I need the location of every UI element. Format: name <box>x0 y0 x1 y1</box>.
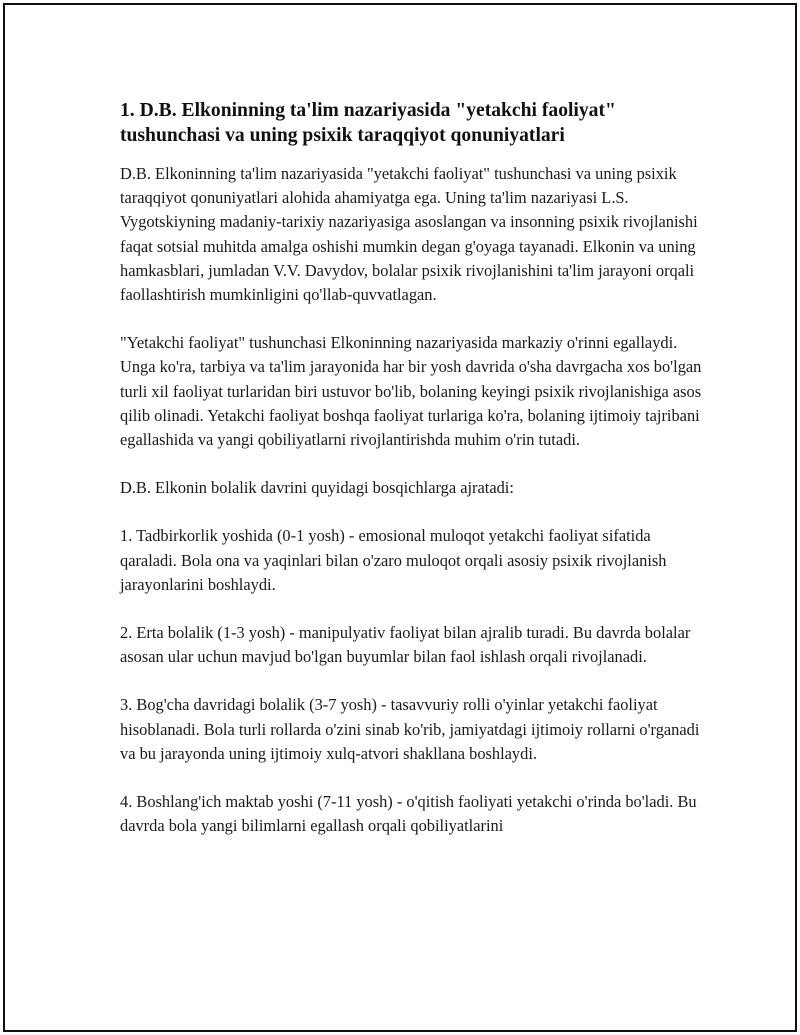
section-heading: 1. D.B. Elkoninning ta'lim nazariyasida "yetakchi faoliyat" tushunchasi va uning psixik taraqqiyot qonuniyatlari <box>120 100 616 146</box>
paragraph-leading-activity: "Yetakchi faoliyat" tushunchasi Elkoninning nazariyasida markaziy o'rinni egallaydi. Unga ko'ra, tarbiya va ta'lim jarayonida har bir yosh davrida o'sha davrgacha xos bo'lgan turli xil faoliyat turlaridan biri ustuvor bo'lib, bolaning keyingi psixik rivojlanishiga asos qilib olinadi. Yetakchi faoliyat boshqa faoliyat turlariga ko'ra, bolaning ijtimoiy tajribani egallashida va yangi qobiliyatlarni rivojlantirishda muhim o'rin tutadi. <box>120 333 702 450</box>
paragraph-stage-1: 1. Tadbirkorlik yoshida (0-1 yosh) - emosional muloqot yetakchi faoliyat sifatida qaraladi. Bola ona va yaqinlari bilan o'zaro muloqot orqali asosiy psixik rivojlanish jarayonlarini boshlaydi. <box>120 526 667 594</box>
paragraph-stage-4: 4. Boshlang'ich maktab yoshi (7-11 yosh) - o'qitish faoliyati yetakchi o'rinda bo'ladi. Bu davrda bola yangi bilimlarni egallash orqali qobiliyatlarini <box>120 792 697 836</box>
paragraph-intro: D.B. Elkoninning ta'lim nazariyasida "yetakchi faoliyat" tushunchasi va uning psixik taraqqiyot qonuniyatlari alohida ahamiyatga ega. Uning ta'lim nazariyasi L.S. Vygotskiyning madaniy-tarixiy nazariyasiga asoslangan va insonning psixik rivojlanishi faqat sotsial muhitda amalga oshishi mumkin degan g'oyaga tayanadi. Elkonin va uning hamkasblari, jumladan V.V. Davydov, bolalar psixik rivojlanishini ta'lim jarayoni orqali faollashtirish mumkinligini qo'llab-quvvatlagan. <box>120 164 698 305</box>
paragraph-stages-intro: D.B. Elkonin bolalik davrini quyidagi bosqichlarga ajratadi: <box>120 478 514 498</box>
document-body <box>120 98 705 862</box>
paragraph-stage-3: 3. Bog'cha davridagi bolalik (3-7 yosh) - tasavvuriy rolli o'yinlar yetakchi faoliyat hisoblanadi. Bola turli rollarda o'zini sinab ko'rib, jamiyatdagi ijtimoiy rollarni o'rganadi va bu jarayonda uning ijtimoiy xulq-atvori shakllana boshlaydi. <box>120 695 700 763</box>
paragraph-stage-2: 2. Erta bolalik (1-3 yosh) - manipulyativ faoliyat bilan ajralib turadi. Bu davrda bolalar asosan ular uchun mavjud bo'lgan buyumlar bilan faol ishlash orqali rivojlanadi. <box>120 623 691 667</box>
document-page <box>3 3 797 1032</box>
